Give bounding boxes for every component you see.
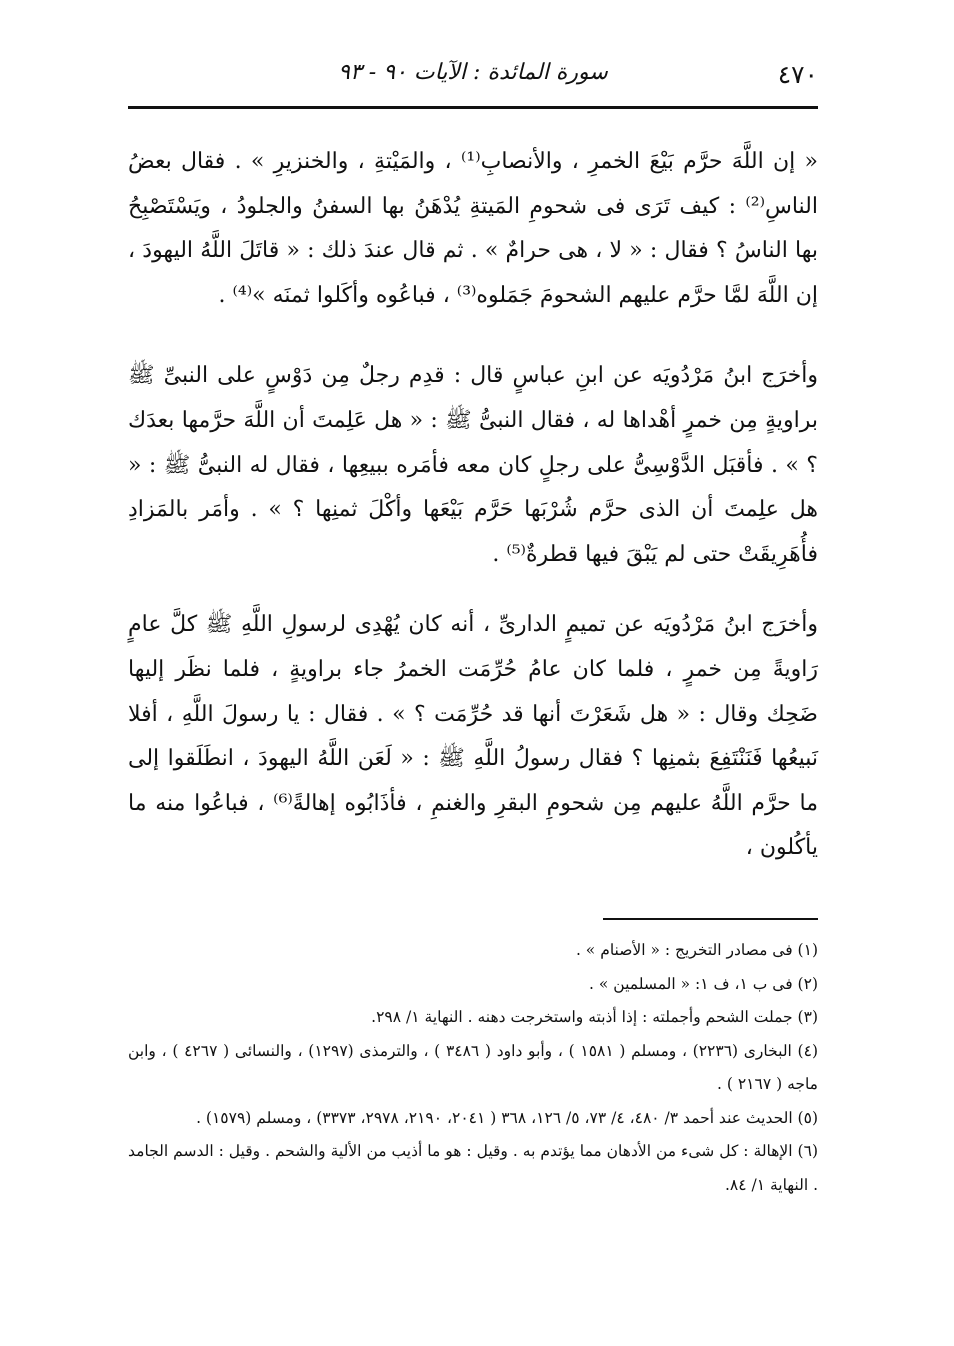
footnote-3: (٣) جملت الشحم وأجملته : إذا أذبته واستخرجت دهنه . النهاية ١/ ٢٩٨. <box>371 1008 818 1026</box>
header-divider <box>128 106 818 109</box>
footnote-4: (٤) البخارى (٢٢٣٦) ، ومسلم ( ١٥٨١ ) ، وأبو داود ( ٣٤٨٦ ) ، والترمذى (١٢٩٧) ، والنسائى ( ٤٢٦٧ ) ، وابن ماجه ( ٢١٦٧ ) . <box>128 1041 818 1093</box>
footnote-2: (٢) فى ب ١، ف ١: « المسلمين » . <box>589 974 818 993</box>
paragraph-2: وأخرَج ابنُ مَرْدُويَه عن ابنِ عباسٍ قال : قدِم رجلٌ مِن دَوْسٍ على النبىِّ ﷺ براويةٍ مِن خمرٍ أهْداها له ، فقال النبىُّ ﷺ : « هل عَلِمتَ أن اللَّهَ حرَّمها بعدَك ؟ » . فأقبَل الدَّوْسِىُّ على رجلٍ كان معه فأمَره ببيعِها ، فقال له النبىُّ ﷺ : « هل علِمتَ أن الذى حرَّم شُرْبَها حَرَّم بَيْعَها وأكْلَ ثمنِها ؟ » . وأمَر بالمَزادِ فأُهَرِيقَتْ حتى لم يَبْقَ فيها قطرةٌ⁽⁵⁾ . <box>128 363 818 567</box>
footnote-divider <box>603 918 818 920</box>
paragraph-1: « إن اللَّهَ حرَّم بَيْعَ الخمرِ ، والأنصابِ⁽¹⁾ ، والمَيْتةِ ، والخنزيرِ » . فقال بعضُ الناسِ⁽²⁾ : كيف تَرَى فى شحومِ المَيتةِ يُدْهَنُ بها السفنُ والجلودُ ، ويَسْتَصْبِحُ بها الناسُ ؟ فقال : « لا ، هى حرامٌ » . ثم قال عندَ ذلك : « قاتَلَ اللَّهُ اليهودَ ، إن اللَّهَ لمَّا حرَّم عليهم الشحومَ جَمَلوه⁽³⁾ ، فباعُوه وأكَلوا ثمنَه »⁽⁴⁾ . <box>128 149 819 308</box>
running-title: سورة المائدة : الآيات ٩٠ - ٩٣ <box>338 60 608 85</box>
footnotes <box>128 934 818 1202</box>
page-header <box>128 60 818 92</box>
footnote-5: (٥) الحديث عند أحمد ٣/ ٤٨٠، ٤/ ٧٣، ٥/ ١٢٦، ٣٦٨ ( ٢٠٤١، ٢١٩٠، ٢٩٧٨، ٣٣٧٣) ، ومسلم (١٥٧٩) . <box>196 1108 818 1127</box>
main-text <box>128 140 818 897</box>
footnote-1: (١) فى مصادر التخريج : « الأصنام » . <box>575 941 818 959</box>
page-number: ٤٧٠ <box>777 60 818 89</box>
footnote-6: (٦) الإهالة : كل شىء من الأدهان مما يؤتدم به . وقيل : هو ما أذيب من الألية والشحم . وقيل : الدسم الجامد . النهاية ١/ ٨٤. <box>128 1142 818 1194</box>
paragraph-3: وأخرَج ابنُ مَرْدُويَه عن تميمٍ الدارىِّ ، أنه كان يُهْدِى لرسولِ اللَّهِ ﷺ كلَّ عامٍ رَاويةً مِن خمرٍ ، فلما كان عامُ حُرِّمَت الخمرُ جاء براويةٍ ، فلما نظَر إليها ضَحِك وقال : « هل شَعَرْتَ أنها قد حُرِّمَت ؟ » . فقال : يا رسولَ اللَّهِ ، أفلا نَبيعُها فَنَنْتَفِعَ بثمنِها ؟ فقال رسولُ اللَّهِ ﷺ : « لَعَن اللَّهُ اليهودَ ، انطَلَقوا إلى ما حرَّم اللَّهُ عليهم مِن شحومِ البقرِ والغنمِ ، فأذَابُوه إهالةً⁽⁶⁾ ، فباعُوا منه ما يأكُلون ، <box>128 612 818 861</box>
